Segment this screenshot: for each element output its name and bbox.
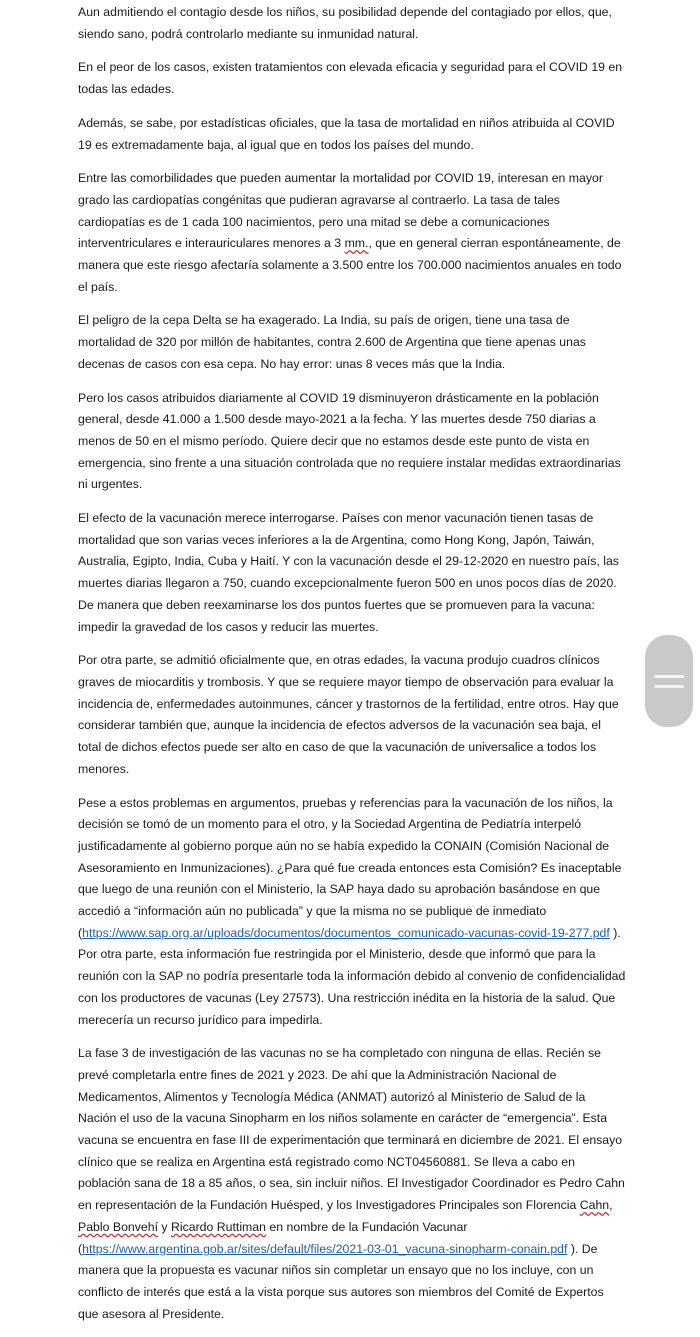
paragraph-4 (78, 168, 626, 298)
paragraph-3: Además, se sabe, por estadísticas oficiales, que la tasa de mortalidad en niños atribuida al COVID 19 es extremadamente baja, al igual que en todos los países del mundo. (78, 115, 615, 152)
spellcheck-word[interactable]: mm. (344, 236, 369, 251)
paragraph-10-sep-2: y (158, 1219, 171, 1234)
conain-document-link[interactable]: https://www.argentina.gob.ar/sites/default/files/2021-03-01_vacuna-sinopharm-conain.pdf (82, 1241, 568, 1256)
sap-document-link[interactable]: https://www.sap.org.ar/uploads/documentos/documentos_comunicado-vacunas-covid-19-277.pdf (82, 925, 610, 940)
paragraph-4-text-a: Entre las comorbilidades que pueden aumentar la mortalidad por COVID 19, interesan en mayor grado las cardiopatías congénitas que pudieran agravarse al contraerlo. La tasa de tales cardiopatías es de 1 cada 100 nacimientos, pero una mitad se debe a comunicaciones interventriculares e interauriculares menores a 3 (78, 171, 603, 251)
paragraph-4-text-c: , que en general cierran espontáneamente, de manera que este riesgo afectaría solamente a 3.500 entre los 700.000 nacimientos anuales en todo el país. (78, 236, 622, 294)
paragraph-10-text-a: La fase 3 de investigación de las vacunas no se ha completado con ninguna de ellas. Recién se prevé completarla entre fines de 2021 y 2023. De ahí que la Administración Nacional de Medicamentos, Alimentos y Tecnología Médica (ANMAT) autorizó al Ministerio de Salud de la Nación el uso de la vacuna Sinopharm en los niños solamente en carácter de “emergencia”. Esta vacuna se encuentra en fase III de experimentación que terminará en diciembre de 2021. El ensayo clínico que se realiza en Argentina está registrado como NCT04560881. Se lleva a cabo en población sana de 18 a 85 años, o sea, sin incluir niños. El Investigador Coordinador es Pedro Cahn en representación de la Fundación Huésped, y los Investigadores Principales son Florencia (78, 1046, 625, 1213)
spellcheck-name-bonvehi[interactable]: Pablo Bonvehí (78, 1219, 158, 1234)
document-body (78, 2, 626, 1337)
paragraph-9-text-b: ). Por otra parte, esta información fue restringida por el Ministerio, desde que informó que para la reunión con la SAP no podría presentarle toda la información debido al convenio de confidencialidad con los productores de vacunas (Ley 27573). Una restricción inédita en la historia de la salud. Que merecería un recurso jurídico para impedirla. (78, 925, 626, 1027)
paragraph-5: El peligro de la cepa Delta se ha exagerado. La India, su país de origen, tiene una tasa de mortalidad de 320 por millón de habitantes, contra 2.600 de Argentina que tiene apenas unas decenas de casos con esa cepa. No hay error: unas 8 veces más que la India. (78, 313, 586, 371)
paragraph-2: En el peor de los casos, existen tratamientos con elevada eficacia y seguridad para el COVID 19 en todas las edades. (78, 60, 623, 97)
drag-grip-icon (654, 675, 684, 688)
paragraph-10-sep-1: , (609, 1198, 613, 1213)
paragraph-6: Pero los casos atribuidos diariamente al COVID 19 disminuyeron drásticamente en la población general, desde 41.000 a 1.500 desde mayo-2021 a la fecha. Y las muertes desde 750 diarias a menos de 50 en el mismo período. Quiere decir que no estamos desde este punto de vista en emergencia, sino frente a una situación controlada que no requiere instalar medidas extraordinarias ni urgentes. (78, 390, 621, 492)
spellcheck-name-ruttiman[interactable]: Ricardo Ruttiman (170, 1219, 266, 1234)
paragraph-10-text-b: en nombre de la Fundación Vacunar ( (78, 1219, 468, 1256)
paragraph-8: Por otra parte, se admitió oficialmente que, en otras edades, la vacuna produjo cuadros clínicos graves de miocarditis y trombosis. Y que se requiere mayor tiempo de observación para evaluar la incidencia de, enfermedades autoinmunes, cáncer y trastornos de la fertilidad, entre otros. Hay que considerar también que, aunque la incidencia de efectos adversos de la vacunación sea baja, el total de dichos efectos puede ser alto en caso de que la vacunación de universalice a todos los menores. (78, 653, 619, 776)
paragraph-9-text-a: Pese a estos problemas en argumentos, pruebas y referencias para la vacunación de los niños, la decisión se tomó de un momento para el otro, y la Sociedad Argentina de Pediatría interpeló justificadamente al gobierno porque aún no se había expedido la CONAIN (Comisión Nacional de Asesoramiento en Inmunizaciones). ¿Para qué fue creada entonces esta Comisión? Es inaceptable que luego de una reunión con el Ministerio, la SAP haya dado su aprobación basándose en que accedió a “información aún no publicada” y que la misma no se publique de inmediato ( (78, 795, 622, 940)
paragraph-1: Aun admitiendo el contagio desde los niños, su posibilidad depende del contagiado por ellos, que, siendo sano, podrá controlarlo mediante su inmunidad natural. (78, 5, 612, 41)
paragraph-10-text-c: ). De manera que la propuesta es vacunar niños sin completar un ensayo que no los incluye, con un conflicto de interés que está a la vista porque sus autores son miembros del Comité de Expertos que asesora al Presidente. (78, 1241, 604, 1321)
paragraph-10 (78, 1043, 626, 1325)
paragraph-9 (78, 793, 626, 1032)
paragraph-7: El efecto de la vacunación merece interrogarse. Países con menor vacunación tienen tasas de mortalidad que son varias veces inferiores a la de Argentina, como Hong Kong, Japón, Taiwán, Australia, Egipto, India, Cuba y Haití. Y con la vacunación desde el 29-12-2020 en nuestro país, las muertes diarias llegaron a 750, cuando excepcionalmente fueron 500 en unos pocos días de 2020. De manera que deben reexaminarse los dos puntos fuertes que se promueven para la vacuna: impedir la gravedad de los casos y reducir las muertes. (78, 511, 619, 634)
spellcheck-name-cahn[interactable]: Cahn (579, 1198, 610, 1213)
scroll-handle[interactable] (645, 635, 693, 727)
